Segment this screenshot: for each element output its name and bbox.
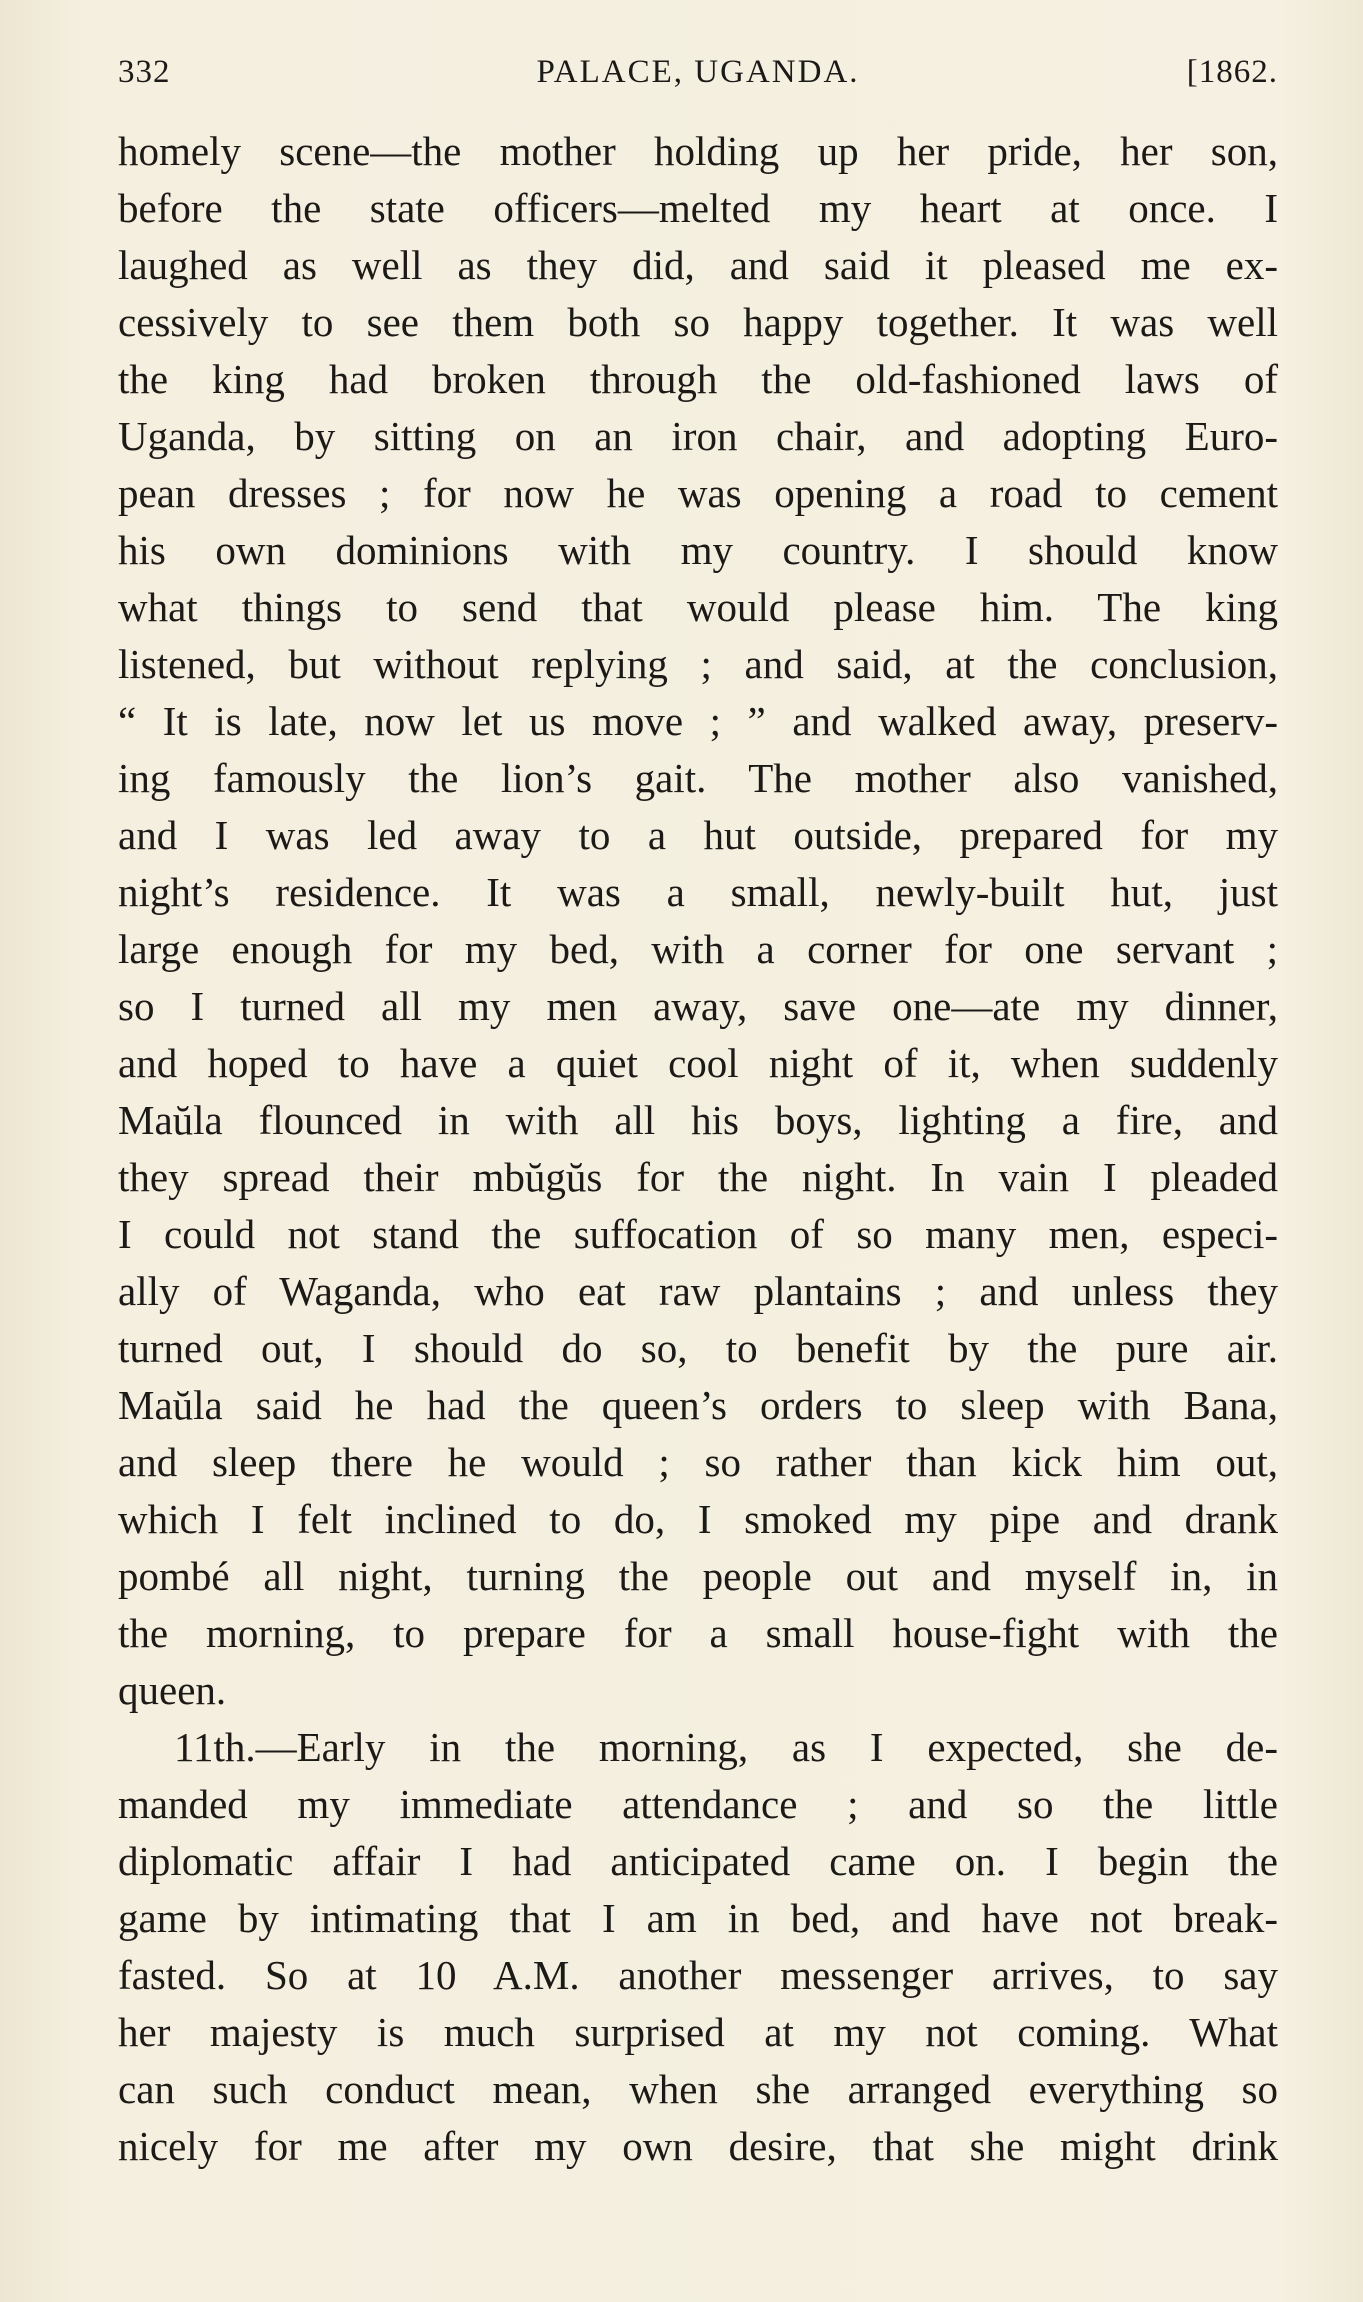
- running-title: PALACE, UGANDA.: [536, 54, 860, 90]
- text-line: turned out, I should do so, to benefit by the pure air.: [118, 1325, 1278, 1371]
- text-line: manded my immediate attendance ; and so the little: [118, 1781, 1278, 1827]
- text-line: what things to send that would please him. The king: [118, 584, 1278, 630]
- text-line: so I turned all my men away, save one—ate my dinner,: [118, 983, 1278, 1029]
- text-line: and hoped to have a quiet cool night of it, when suddenly: [118, 1040, 1278, 1086]
- text-line: large enough for my bed, with a corner for one servant ;: [118, 926, 1278, 972]
- text-line: cessively to see them both so happy together. It was well: [118, 299, 1278, 345]
- text-line: nicely for me after my own desire, that she might drink: [118, 2123, 1278, 2169]
- text-line: fasted. So at 10 A.M. another messenger arrives, to say: [118, 1952, 1278, 1998]
- text-line: her majesty is much surprised at my not coming. What: [118, 2009, 1278, 2055]
- paragraph-end-line: queen.: [118, 1667, 227, 1713]
- text-line: Maŭla said he had the queen’s orders to sleep with Bana,: [118, 1382, 1278, 1428]
- text-line: the morning, to prepare for a small house-fight with the: [118, 1610, 1278, 1656]
- page-number: 332: [118, 54, 171, 90]
- diary-entry-line: 11th.—Early in the morning, as I expected, she de-: [174, 1724, 1278, 1770]
- text-line: laughed as well as they did, and said it pleased me ex-: [118, 242, 1278, 288]
- text-line: pean dresses ; for now he was opening a road to cement: [118, 470, 1278, 516]
- text-line: I could not stand the suffocation of so many men, especi-: [118, 1211, 1278, 1257]
- body-text: [118, 123, 1278, 2175]
- text-line: and I was led away to a hut outside, prepared for my: [118, 812, 1278, 858]
- text-line: game by intimating that I am in bed, and have not break-: [118, 1895, 1278, 1941]
- text-line: “ It is late, now let us move ; ” and walked away, preserv-: [118, 698, 1278, 744]
- text-line: homely scene—the mother holding up her pride, her son,: [118, 128, 1278, 174]
- text-line: can such conduct mean, when she arranged everything so: [118, 2066, 1278, 2112]
- text-line: ing famously the lion’s gait. The mother also vanished,: [118, 755, 1278, 801]
- text-line: pombé all night, turning the people out and myself in, in: [118, 1553, 1278, 1599]
- running-head: [118, 42, 1278, 102]
- text-line: ally of Waganda, who eat raw plantains ; and unless they: [118, 1268, 1278, 1314]
- text-line: the king had broken through the old-fashioned laws of: [118, 356, 1278, 402]
- text-line: night’s residence. It was a small, newly-built hut, just: [118, 869, 1278, 915]
- header-year: [1862.: [1186, 54, 1278, 90]
- text-line: they spread their mbŭgŭs for the night. In vain I pleaded: [118, 1154, 1278, 1200]
- text-line: his own dominions with my country. I should know: [118, 527, 1278, 573]
- text-line: listened, but without replying ; and said, at the conclusion,: [118, 641, 1278, 687]
- text-line: which I felt inclined to do, I smoked my pipe and drank: [118, 1496, 1278, 1542]
- text-line: before the state officers—melted my heart at once. I: [118, 185, 1278, 231]
- text-line: Maŭla flounced in with all his boys, lighting a fire, and: [118, 1097, 1278, 1143]
- text-line: diplomatic affair I had anticipated came on. I begin the: [118, 1838, 1278, 1884]
- text-line: Uganda, by sitting on an iron chair, and adopting Euro-: [118, 413, 1278, 459]
- text-line: and sleep there he would ; so rather than kick him out,: [118, 1439, 1278, 1485]
